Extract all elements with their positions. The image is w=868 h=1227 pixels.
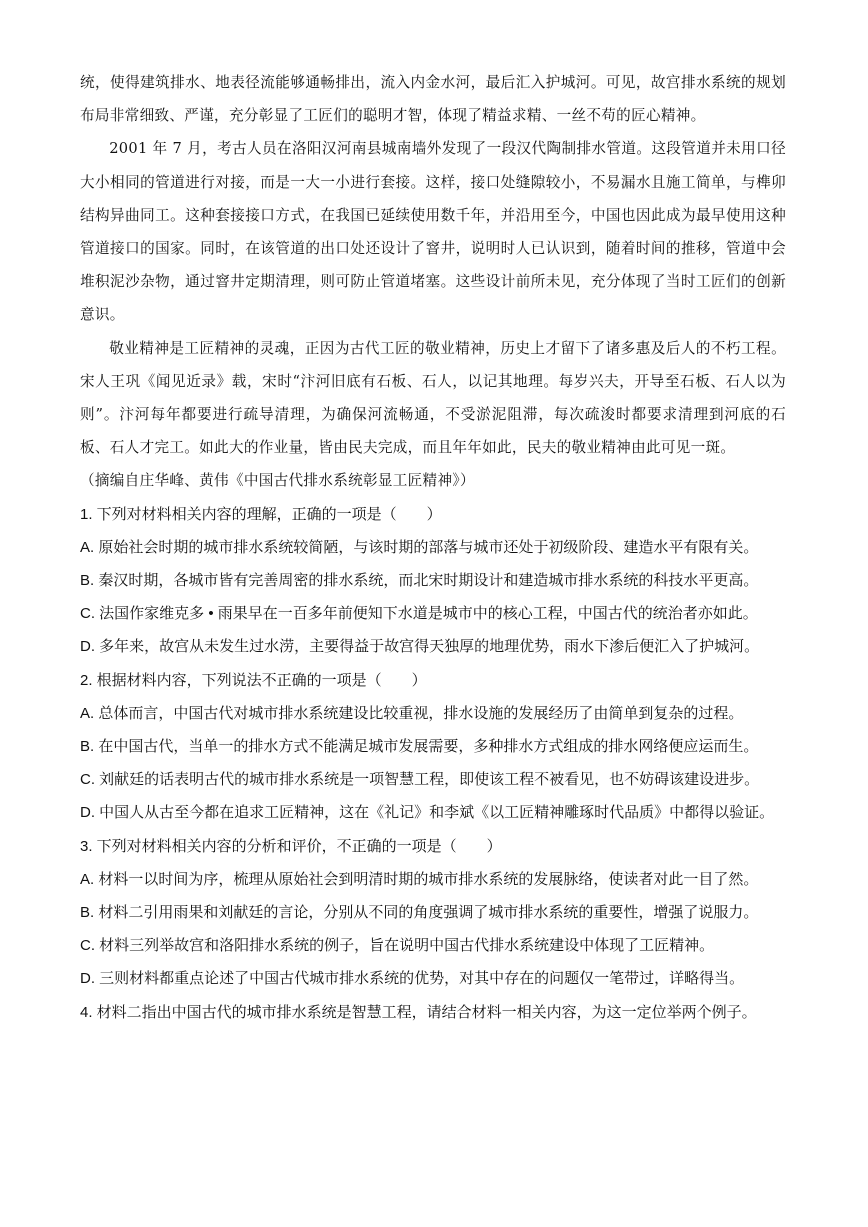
passage-paragraph: 2001 年 7 月，考古人员在洛阳汉河南县城南墙外发现了一段汉代陶制排水管道。这段管道并未用口径大小相同的管道进行对接，而是一大一小进行套接。这样，接口处缝隙较小，不易漏水且施工简单，与榫卯结构异曲同工。这种套接接口方式，在我国已延续使用数千年，并沿用至今，中国也因此成为最早使用这种管道接口的国家。同时，在该管道的出口处还设计了窨井，说明时人已认识到，随着时间的推移，管道中会堆积泥沙杂物，通过窨井定期清理，则可防止管道堵塞。这些设计前所未见，充分体现了当时工匠们的创新意识。 <box>80 140 786 324</box>
option-b: B. 材料二引用雨果和刘献廷的言论，分别从不同的角度强调了城市排水系统的重要性，增强了说服力。 <box>80 904 759 922</box>
option-a: A. 总体而言，中国古代对城市排水系统建设比较重视，排水设施的发展经历了由简单到复杂的过程。 <box>80 704 744 722</box>
question-2 <box>80 664 786 830</box>
option-a: A. 材料一以时间为序，梳理从原始社会到明清时期的城市排水系统的发展脉络，使读者对此一目了然。 <box>80 870 759 888</box>
option-d: D. 中国人从古至今都在追求工匠精神，这在《礼记》和李斌《以工匠精神雕琢时代品质》中都得以验证。 <box>80 804 775 822</box>
question-stem: 2. 根据材料内容，下列说法不正确的一项是（ ） <box>80 671 427 689</box>
option-a: A. 原始社会时期的城市排水系统较简陋，与该时期的部落与城市还处于初级阶段、建造水平有限有关。 <box>80 538 759 556</box>
passage-source: （摘编自庄华峰、黄伟《中国古代排水系统彰显工匠精神》） <box>80 472 475 490</box>
question-4 <box>80 996 786 1029</box>
reading-passage <box>80 66 786 498</box>
option-c: C. 刘献廷的话表明古代的城市排水系统是一项智慧工程，即使该工程不被看见，也不妨碍该建设进步。 <box>80 771 760 789</box>
passage-paragraph: 敬业精神是工匠精神的灵魂，正因为古代工匠的敬业精神，历史上才留下了诸多惠及后人的不朽工程。宋人王巩《闻见近录》载，宋时“汴河旧底有石板、石人，以记其地理。每岁兴夫，开导至石板、石人以为则”。汴河每年都要进行疏导清理，为确保河流畅通，不受淤泥阻滞，每次疏浚时都要求清理到河底的石板、石人才完工。如此大的作业量，皆由民夫完成，而且年年如此，民夫的敬业精神由此可见一斑。 <box>80 339 786 457</box>
option-d: D. 多年来，故宫从未发生过水涝，主要得益于故宫得天独厚的地理优势，雨水下渗后便汇入了护城河。 <box>80 638 760 656</box>
question-1 <box>80 498 786 664</box>
question-list <box>80 498 786 1029</box>
option-b: B. 秦汉时期，各城市皆有完善周密的排水系统，而北宋时期设计和建造城市排水系统的科技水平更高。 <box>80 572 759 590</box>
option-d: D. 三则材料都重点论述了中国古代城市排水系统的优势，对其中存在的问题仅一笔带过，详略得当。 <box>80 970 745 988</box>
passage-paragraph: 统，使得建筑排水、地表径流能够通畅排出，流入内金水河，最后汇入护城河。可见，故宫排水系统的规划布局非常细致、严谨，充分彰显了工匠们的聪明才智，体现了精益求精、一丝不苟的匠心精神。 <box>80 74 786 125</box>
question-stem: 1. 下列对材料相关内容的理解，正确的一项是（ ） <box>80 505 442 523</box>
question-3 <box>80 830 786 996</box>
option-c: C. 材料三列举故宫和洛阳排水系统的例子，旨在说明中国古代排水系统建设中体现了工匠精神。 <box>80 937 715 955</box>
question-stem: 4. 材料二指出中国古代的城市排水系统是智慧工程，请结合材料一相关内容，为这一定位举两个例子。 <box>80 1003 757 1021</box>
option-c: C. 法国作家维克多 • 雨果早在一百多年前便知下水道是城市中的核心工程，中国古代的统治者亦如此。 <box>80 605 758 623</box>
question-stem: 3. 下列对材料相关内容的分析和评价，不正确的一项是（ ） <box>80 837 502 855</box>
option-b: B. 在中国古代，当单一的排水方式不能满足城市发展需要，多种排水方式组成的排水网络便应运而生。 <box>80 738 759 756</box>
